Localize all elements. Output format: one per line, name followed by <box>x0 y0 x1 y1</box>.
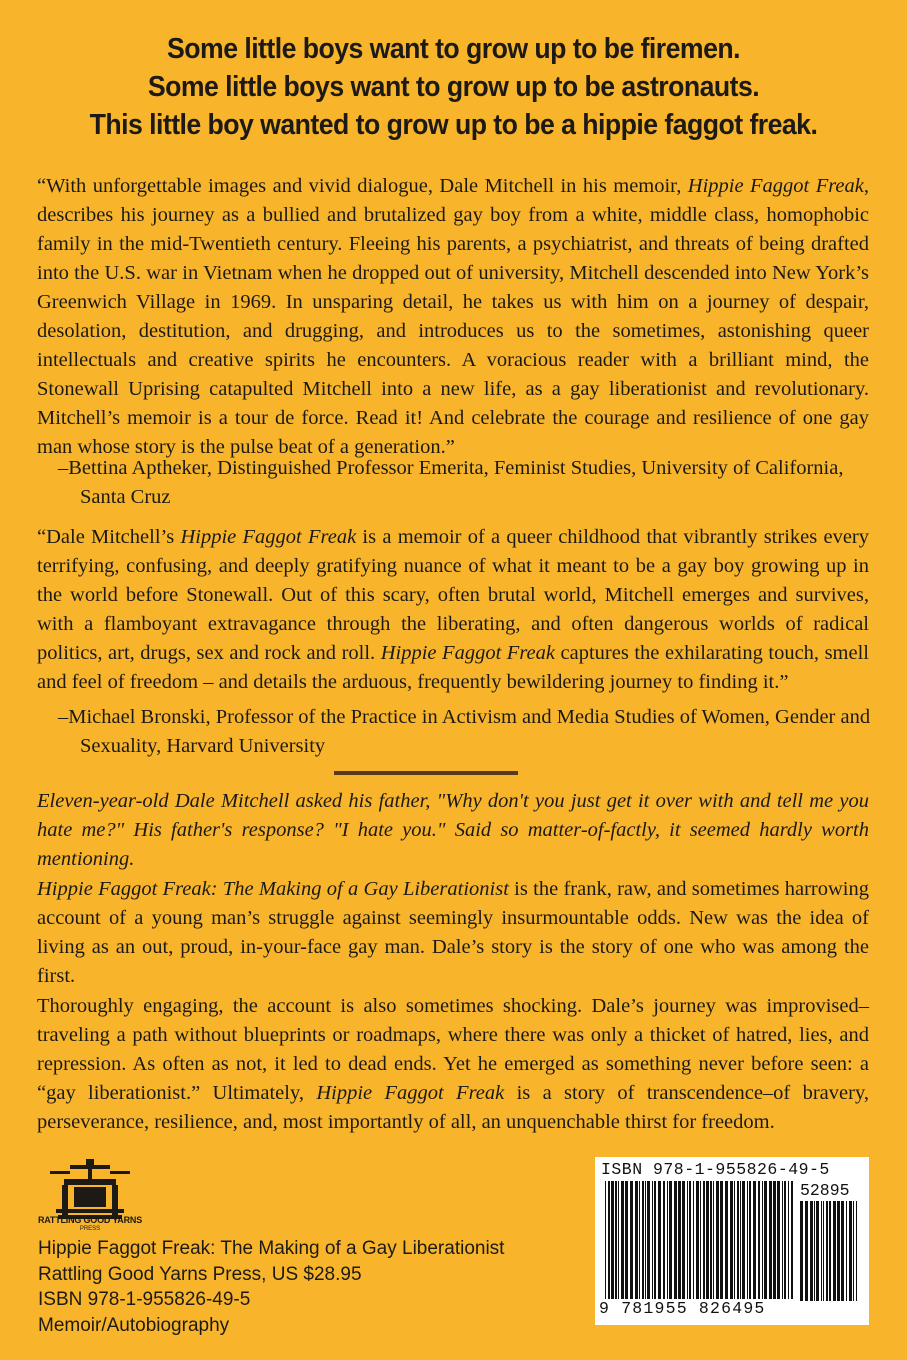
barcode-bar <box>762 1181 763 1299</box>
barcode-bar <box>700 1181 701 1299</box>
headline-line-2: Some little boys want to grow up to be astronauts. <box>147 71 760 103</box>
barcode-bar <box>749 1181 751 1299</box>
barcode-bar <box>849 1201 852 1301</box>
barcode-bar <box>716 1181 719 1299</box>
barcode-bar <box>706 1181 709 1299</box>
barcode-bar <box>639 1181 640 1299</box>
barcode-bar <box>734 1181 735 1299</box>
barcode-bar <box>829 1201 831 1301</box>
barcode-bar <box>856 1201 857 1301</box>
barcode-isbn-label: ISBN 978-1-955826-49-5 <box>601 1160 830 1179</box>
imprint-genre: Memoir/Autobiography <box>38 1314 230 1336</box>
barcode-box <box>595 1157 869 1325</box>
barcode-bar <box>621 1181 624 1299</box>
barcode-bar <box>826 1201 828 1301</box>
barcode-bar <box>821 1201 822 1301</box>
barcode-bar <box>687 1181 688 1299</box>
barcode-bar <box>730 1181 733 1299</box>
barcode-bar <box>725 1181 728 1299</box>
blurb-2-text-a: “Dale Mitchell’s <box>37 526 181 548</box>
barcode-bar <box>816 1201 819 1301</box>
blurb-1-text-b: , describes his journey as a bullied and brutalized gay boy from a white, middle class, homophobic family in the mid-Twentieth century. Fleeing his parents, a psychiatrist, and threats of being drafted into the U.S. war in Vietnam when he dropped out of university, Mitchell descended into New York’s Greenwich Village in 1969. In unsparing detail, he takes us with him on a journey of despair, desolation, destitution, and drugging, and introduces us to the sometimes, astonishing queer intellectuals and creative spirits he encounters. A voracious reader with a brilliant mind, the Stonewall Uprising catapulted Mitchell into a new life, as a gay liberationist and revolutionary. Mitchell’s memoir is a tour de force. Read it! And celebrate the courage and resilience of one gay man whose story is the pulse beat of a generation.” <box>37 175 870 458</box>
publisher-logo-name: RATTLING GOOD YARNS <box>37 1215 143 1225</box>
blurb-1-book-title: Hippie Faggot Freak <box>687 175 864 197</box>
description-intro: Eleven-year-old Dale Mitchell asked his father, "Why don't you just get it over with and tell me you hate me?" His father's response? "I hate you." Said so matter-of-factly, it seemed hardly worth mentioning. <box>37 790 869 870</box>
barcode-bar <box>737 1181 739 1299</box>
barcode-bar <box>689 1181 691 1299</box>
barcode-bar <box>784 1181 786 1299</box>
description-p3-text-b: is a story of transcendence–of bravery, perseverance, resilience, and, most importantly of all, an unquenchable thirst for freedom. <box>37 1082 869 1133</box>
description-p3-title: Hippie Faggot Freak <box>316 1082 505 1104</box>
barcode-bar <box>740 1181 741 1299</box>
description-book-title: Hippie Faggot Freak: The Making of a Gay Liberationist <box>37 878 509 900</box>
blurb-2-book-title-2: Hippie Faggot Freak <box>380 642 555 664</box>
barcode-bar <box>608 1181 610 1299</box>
barcode-bar <box>791 1181 793 1299</box>
barcode-bar <box>605 1181 606 1299</box>
headline <box>36 30 870 144</box>
blurb-1-text-a: “With unforgettable images and vivid dialogue, Dale Mitchell in his memoir, <box>37 175 688 197</box>
barcode-bar <box>823 1201 824 1301</box>
barcode-price-code: 52895 <box>800 1181 850 1200</box>
barcode-bar <box>663 1181 665 1299</box>
imprint-info <box>38 1236 598 1338</box>
barcode-ean-number: 9 781955 826495 <box>599 1299 766 1318</box>
barcode-bar <box>837 1201 840 1301</box>
barcode-bar <box>645 1181 646 1299</box>
section-divider <box>334 771 518 775</box>
barcode-bar <box>625 1181 628 1299</box>
barcode-bar <box>788 1181 789 1299</box>
barcode-bar <box>630 1181 633 1299</box>
barcode-bar <box>678 1181 681 1299</box>
barcode-bar <box>615 1181 617 1299</box>
blurb-quote-1 <box>37 172 869 462</box>
barcode-bar <box>642 1181 644 1299</box>
description-paragraph-2 <box>37 875 869 991</box>
barcode-bar <box>742 1181 745 1299</box>
barcode-bar <box>769 1181 772 1299</box>
barcode-bar <box>782 1181 783 1299</box>
barcode-bar <box>669 1181 672 1299</box>
barcode-bar <box>618 1181 619 1299</box>
barcode-bar <box>667 1181 668 1299</box>
barcode-bar <box>841 1201 844 1301</box>
description-p3-text-a: Thoroughly engaging, the account is also sometimes shocking. Dale’s journey was improvised–traveling a path without blueprints or roadmaps, where there was only a thicket of hatred, lies, and repression. As often as not, it led to dead ends. Yet he emerged as something never before seen: a “gay liberationist.” Ultimately, <box>37 995 869 1104</box>
barcode-bar <box>703 1181 705 1299</box>
barcode-bar <box>758 1181 760 1299</box>
barcode-bar <box>713 1181 714 1299</box>
barcode-bar <box>658 1181 661 1299</box>
barcode-bar <box>693 1181 694 1299</box>
barcode-bar <box>682 1181 685 1299</box>
imprint-publisher-price: Rattling Good Yarns Press, US $28.95 <box>38 1263 362 1285</box>
printing-press-logo-icon <box>40 1157 140 1237</box>
barcode-bar <box>805 1201 808 1301</box>
barcode-bar <box>800 1201 803 1301</box>
barcode-bar <box>846 1201 847 1301</box>
blurb-2-text-b: is a memoir of a queer childhood that vibrantly strikes every terrifying, confusing, and deeply gratifying nuance of what it meant to be a gay boy growing up in the world before Stonewall. Out of this scary, often brutal world, Mitchell emerges and survives, with a flamboyant extravagance through the liberating, and often dangerous worlds of radical politics, art, drugs, sex and rock and roll. <box>37 526 870 664</box>
barcode-bar <box>814 1201 815 1301</box>
publisher-logo-sub: PRESS <box>79 1226 101 1232</box>
barcode-bar <box>747 1181 748 1299</box>
barcode-bar <box>777 1181 780 1299</box>
barcode-bars <box>605 1181 795 1299</box>
barcode-bar <box>654 1181 656 1299</box>
blurb-1-attribution: –Bettina Aptheker, Distinguished Professor Emerita, Feminist Studies, University of California, Santa Cruz <box>58 457 844 508</box>
blurb-2-book-title-1: Hippie Faggot Freak <box>180 526 357 548</box>
barcode-bar <box>652 1181 653 1299</box>
description-p2-text: is the frank, raw, and sometimes harrowing account of a young man’s struggle against seemingly insurmountable odds. New was the idea of living as an out, proud, in-your-face gay man. Dale’s story is the story of one who was among the first. <box>37 878 870 987</box>
barcode-bar <box>674 1181 677 1299</box>
blurb-quote-2 <box>37 523 869 697</box>
barcode-bar <box>710 1181 712 1299</box>
blurb-2-attribution: –Michael Bronski, Professor of the Practice in Activism and Media Studies of Women, Gender and Sexuality, Harvard University <box>58 706 871 757</box>
price-barcode-bars <box>800 1201 860 1301</box>
headline-line-3: This little boy wanted to grow up to be a hippie faggot freak. <box>89 109 818 141</box>
barcode-bar <box>611 1181 614 1299</box>
barcode-bar <box>647 1181 650 1299</box>
barcode-bar <box>753 1181 756 1299</box>
barcode-bar <box>773 1181 776 1299</box>
barcode-bar <box>810 1201 813 1301</box>
barcode-bar <box>853 1201 854 1301</box>
barcode-bar <box>720 1181 723 1299</box>
imprint-title: Hippie Faggot Freak: The Making of a Gay Liberationist <box>38 1238 505 1259</box>
blurb-2-text-c: captures the exhilarating touch, smell and feel of freedom – and details the arduous, frequently bewildering journey to finding it.” <box>37 642 869 693</box>
barcode-bar <box>833 1201 836 1301</box>
barcode-bar <box>635 1181 638 1299</box>
description-paragraph-3 <box>37 992 869 1137</box>
headline-line-1: Some little boys want to grow up to be firemen. <box>167 33 740 65</box>
barcode-bar <box>696 1181 699 1299</box>
imprint-isbn: ISBN 978-1-955826-49-5 <box>38 1289 251 1310</box>
barcode-bar <box>764 1181 767 1299</box>
